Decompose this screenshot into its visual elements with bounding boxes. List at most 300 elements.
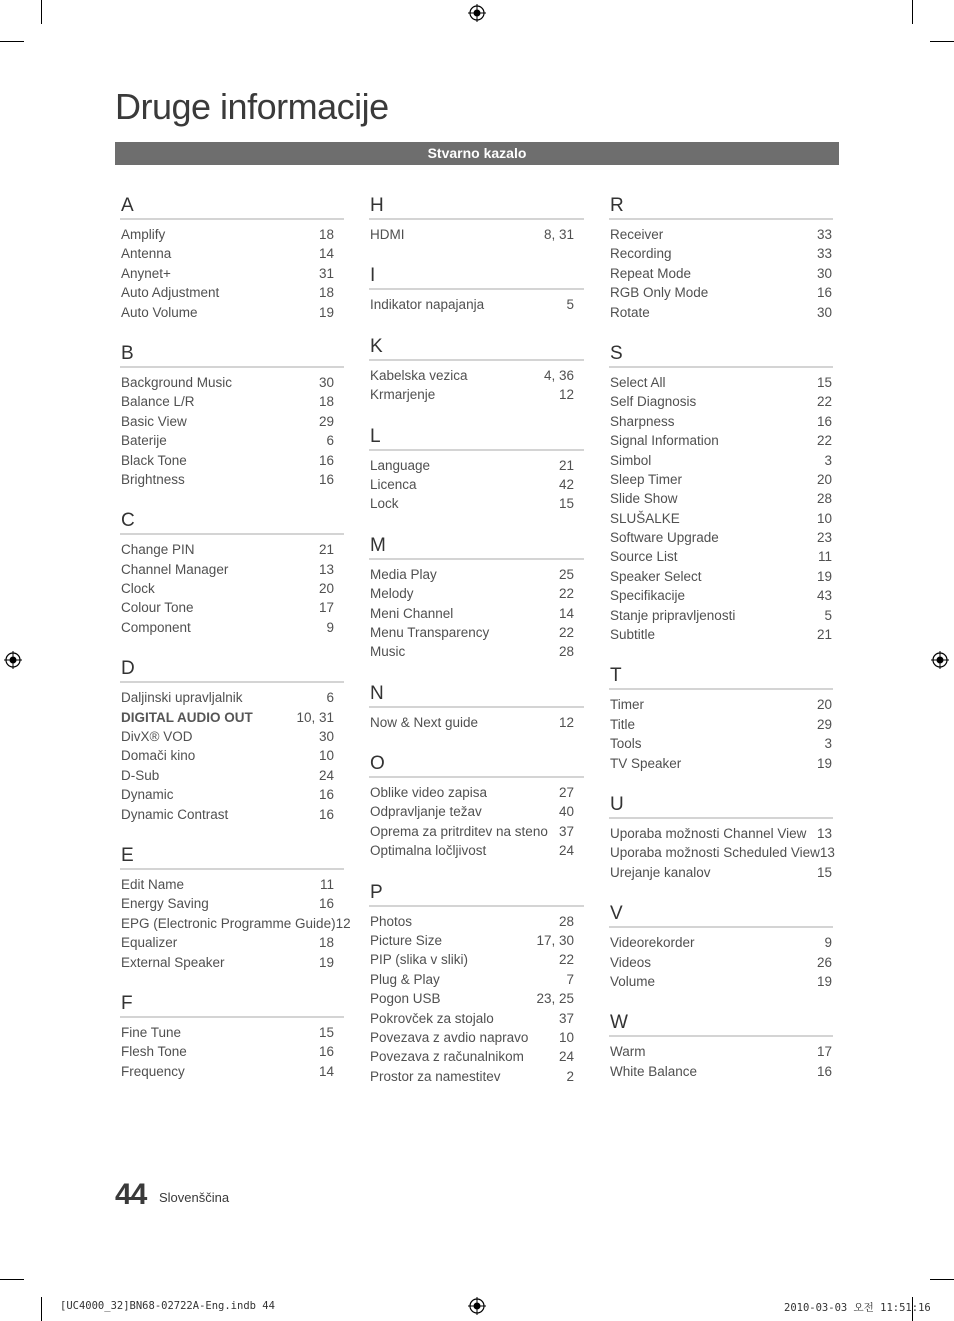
index-entry	[370, 604, 584, 623]
index-entry-page: 6	[326, 433, 334, 449]
index-entry-list	[120, 535, 344, 637]
index-entry-page: 19	[816, 568, 832, 584]
index-entry-page: 10	[318, 748, 334, 764]
index-entry	[370, 1009, 584, 1028]
index-entry	[121, 264, 344, 283]
registration-mark-icon	[468, 4, 486, 22]
index-entry	[610, 392, 833, 411]
index-entry	[610, 972, 833, 991]
index-entry-name: Edit Name	[121, 876, 185, 892]
index-entry-name: Baterije	[121, 433, 167, 449]
index-entry-page: 12	[558, 714, 574, 730]
index-entry-name: DIGITAL AUDIO OUT	[121, 709, 253, 725]
index-group-s	[609, 342, 833, 644]
index-entry-list	[609, 928, 833, 991]
index-entry-name: TV Speaker	[610, 755, 682, 771]
index-entry	[370, 989, 584, 1008]
index-group-a	[120, 194, 344, 322]
index-group-i	[369, 264, 584, 314]
index-entry-page: 3	[824, 736, 832, 752]
index-entry	[610, 303, 833, 322]
index-entry-name: Component	[121, 619, 191, 635]
index-group-k	[369, 335, 584, 405]
index-entry-page: 18	[318, 935, 334, 951]
registration-mark-icon	[468, 1297, 486, 1315]
index-entry-page: 25	[558, 566, 574, 582]
index-entry-name: SLUŠALKE	[610, 510, 680, 526]
index-entry-list	[369, 290, 584, 314]
index-entry-list	[609, 220, 833, 322]
index-entry-name: Subtitle	[610, 627, 656, 643]
index-entry-page: 12	[558, 387, 574, 403]
index-entry-name: Select All	[610, 374, 666, 390]
index-entry-name: Simbol	[610, 452, 652, 468]
index-column-3	[609, 194, 833, 1101]
index-group-u	[609, 793, 833, 882]
crop-mark	[930, 41, 954, 42]
index-entry-page: 6	[326, 690, 334, 706]
index-entry-name: PIP (slika v sliki)	[370, 952, 469, 968]
index-entry	[121, 953, 344, 972]
index-entry-list	[120, 368, 344, 489]
index-entry-name: Dynamic	[121, 787, 174, 803]
index-entry-name: Photos	[370, 913, 413, 929]
index-letter: A	[120, 194, 344, 220]
index-entry-name: Oblike video zapisa	[370, 785, 488, 801]
index-entry	[121, 1042, 344, 1061]
index-group-v	[609, 902, 833, 991]
index-entry-name: Colour Tone	[121, 600, 194, 616]
index-entry-name: Speaker Select	[610, 568, 702, 584]
index-entry	[370, 565, 584, 584]
index-entry-name: Change PIN	[121, 542, 195, 558]
index-entry-page: 26	[816, 954, 832, 970]
index-letter: V	[609, 902, 833, 928]
index-entry-page: 2	[566, 1068, 574, 1084]
index-entry-page: 17, 30	[536, 933, 574, 949]
index-entry	[370, 225, 584, 244]
index-entry	[610, 1042, 833, 1061]
index-entry	[610, 863, 833, 882]
index-entry	[121, 373, 344, 392]
index-entry-name: Uporaba možnosti Channel View	[610, 825, 807, 841]
index-entry	[121, 914, 351, 933]
index-letter: K	[369, 335, 584, 361]
index-letter: M	[369, 534, 584, 560]
index-entry-page: 16	[318, 452, 334, 468]
index-entry-name: Timer	[610, 697, 644, 713]
index-entry-name: Licenca	[370, 476, 417, 492]
index-entry	[121, 766, 344, 785]
index-entry-page: 10	[558, 1029, 574, 1045]
index-entry	[610, 843, 833, 862]
index-entry-page: 21	[318, 542, 334, 558]
index-entry	[610, 1062, 833, 1081]
index-entry-page: 29	[816, 716, 832, 732]
index-entry	[121, 431, 344, 450]
index-entry-name: Music	[370, 644, 406, 660]
index-entry-name: Anynet+	[121, 265, 171, 281]
index-entry-list	[609, 1037, 833, 1081]
index-entry-page: 20	[816, 471, 832, 487]
index-entry	[121, 560, 344, 579]
index-entry-page: 23	[816, 530, 832, 546]
index-entry-page: 5	[824, 607, 832, 623]
index-entry-name: Fine Tune	[121, 1024, 182, 1040]
index-entry-page: 16	[816, 285, 832, 301]
index-entry	[370, 385, 584, 404]
index-group-b	[120, 342, 344, 489]
index-entry-name: Volume	[610, 973, 656, 989]
index-entry	[370, 950, 584, 969]
index-entry-page: 30	[318, 374, 334, 390]
section-header: Stvarno kazalo	[115, 142, 839, 165]
index-entry-page: 8, 31	[543, 227, 574, 242]
index-entry-page: 42	[558, 476, 574, 492]
index-entry-name: Title	[610, 716, 636, 732]
print-slug-right: 2010-03-03 오전 11:51:16	[784, 1302, 931, 1314]
index-entry	[121, 470, 344, 489]
index-entry-page: 13	[819, 845, 835, 861]
index-entry-page: 22	[816, 394, 832, 410]
index-entry-page: 21	[816, 627, 832, 643]
index-entry	[121, 392, 344, 411]
index-entry-page: 17	[318, 600, 334, 616]
index-entry-name: Specifikacije	[610, 588, 686, 604]
index-entry-page: 30	[816, 304, 832, 320]
index-entry-page: 23, 25	[536, 991, 574, 1007]
index-entry	[121, 303, 344, 322]
index-entry-name: Balance L/R	[121, 394, 195, 410]
index-entry-name: RGB Only Mode	[610, 285, 709, 301]
index-letter: S	[609, 342, 833, 368]
index-entry-list	[369, 560, 584, 662]
index-entry-name: Channel Manager	[121, 561, 229, 577]
index-entry	[121, 933, 344, 952]
index-entry-name: Pokrovček za stojalo	[370, 1010, 494, 1026]
index-entry	[370, 1067, 584, 1086]
index-entry	[121, 805, 344, 824]
index-entry-page: 28	[558, 913, 574, 929]
index-entry-name: Stanje pripravljenosti	[610, 607, 736, 623]
index-entry	[121, 688, 344, 707]
index-entry	[610, 824, 833, 843]
page-number: 44	[115, 1178, 147, 1211]
index-letter: H	[369, 194, 584, 220]
index-entry-name: Optimalna ločljivost	[370, 843, 487, 859]
index-entry-page: 10	[816, 510, 832, 526]
index-entry-page: 10, 31	[296, 709, 334, 725]
index-entry-page: 24	[318, 767, 334, 783]
index-entry-page: 17	[816, 1044, 832, 1060]
index-entry-page: 29	[318, 413, 334, 429]
index-entry-name: Language	[370, 457, 431, 473]
index-entry-page: 22	[558, 624, 574, 640]
index-entry	[610, 754, 833, 773]
index-entry	[121, 451, 344, 470]
index-entry-name: Povezava z avdio napravo	[370, 1029, 529, 1045]
index-entry-name: Warm	[610, 1044, 646, 1060]
index-entry-name: Auto Volume	[121, 304, 198, 320]
index-entry-name: Sharpness	[610, 413, 675, 429]
index-entry-list	[120, 683, 344, 824]
index-entry-list	[120, 1018, 344, 1081]
index-entry	[370, 1028, 584, 1047]
index-entry-page: 37	[558, 1010, 574, 1026]
index-entry	[610, 734, 833, 753]
index-entry-name: Flesh Tone	[121, 1044, 187, 1060]
index-entry-page: 37	[558, 823, 574, 839]
index-entry	[610, 283, 833, 302]
index-entry-name: Media Play	[370, 566, 437, 582]
index-letter: R	[609, 194, 833, 220]
index-entry-name: EPG (Electronic Programme Guide)	[121, 915, 336, 931]
index-entry-name: Menu Transparency	[370, 624, 490, 640]
index-entry-page: 12	[335, 915, 351, 931]
crop-mark	[930, 1279, 954, 1280]
index-entry	[370, 931, 584, 950]
index-letter: L	[369, 425, 584, 451]
index-group-e	[120, 844, 351, 972]
index-entry-list	[369, 220, 584, 244]
index-group-w	[609, 1011, 833, 1081]
index-entry	[370, 802, 584, 821]
index-entry-page: 4, 36	[543, 367, 574, 383]
index-group-f	[120, 992, 344, 1081]
index-entry	[370, 295, 584, 314]
index-letter: E	[120, 844, 344, 870]
index-entry-page: 43	[816, 588, 832, 604]
index-entry	[121, 244, 344, 263]
index-entry-page: 24	[558, 843, 574, 859]
index-entry-name: Melody	[370, 586, 414, 602]
index-entry	[610, 953, 833, 972]
index-entry	[370, 1047, 584, 1066]
index-entry-page: 18	[318, 227, 334, 242]
index-entry	[610, 586, 833, 605]
index-entry-page: 16	[816, 413, 832, 429]
index-group-t	[609, 664, 833, 773]
index-entry-list	[609, 690, 833, 773]
index-entry-page: 20	[318, 581, 334, 597]
index-entry-list	[369, 907, 584, 1087]
index-entry	[370, 475, 584, 494]
index-entry-name: Clock	[121, 581, 155, 597]
index-entry-name: Source List	[610, 549, 678, 565]
index-entry-page: 11	[319, 876, 334, 892]
index-entry	[121, 579, 344, 598]
index-entry-page: 16	[318, 896, 334, 912]
index-entry-page: 14	[318, 1063, 334, 1079]
index-entry-list	[369, 361, 584, 405]
index-entry-page: 28	[816, 491, 832, 507]
index-letter: P	[369, 881, 584, 907]
index-entry-page: 21	[558, 457, 574, 473]
index-entry-page: 27	[558, 785, 574, 801]
index-entry-name: Signal Information	[610, 433, 719, 449]
index-entry-page: 22	[558, 586, 574, 602]
index-entry	[121, 727, 344, 746]
index-group-d	[120, 657, 344, 824]
index-entry	[610, 567, 833, 586]
index-entry	[610, 451, 833, 470]
index-entry-page: 7	[566, 971, 574, 987]
index-entry	[370, 642, 584, 661]
index-entry-name: External Speaker	[121, 954, 225, 970]
index-entry	[610, 244, 833, 263]
index-entry-page: 31	[318, 265, 334, 281]
index-entry	[121, 618, 344, 637]
index-entry-name: D-Sub	[121, 767, 160, 783]
index-entry-name: Tools	[610, 736, 642, 752]
index-entry	[370, 970, 584, 989]
index-entry	[121, 785, 344, 804]
index-entry-name: Meni Channel	[370, 605, 454, 621]
index-entry-page: 19	[318, 304, 334, 320]
index-entry-name: Slide Show	[610, 491, 678, 507]
index-entry-page: 18	[318, 394, 334, 410]
index-entry-page: 14	[318, 246, 334, 262]
index-entry-page: 19	[816, 973, 832, 989]
index-entry-name: HDMI	[370, 227, 405, 242]
index-entry	[121, 1062, 344, 1081]
index-entry	[121, 225, 344, 244]
index-entry	[121, 708, 344, 727]
index-entry	[370, 366, 584, 385]
index-entry	[610, 264, 833, 283]
index-entry-page: 16	[318, 1044, 334, 1060]
index-entry-name: Software Upgrade	[610, 530, 719, 546]
index-entry-name: DivX® VOD	[121, 729, 193, 745]
index-entry-name: Plug & Play	[370, 971, 440, 987]
index-entry-page: 18	[318, 285, 334, 301]
index-entry-name: Uporaba možnosti Scheduled View	[610, 845, 820, 861]
index-entry-page: 5	[566, 297, 574, 313]
index-entry-page: 40	[558, 804, 574, 820]
index-entry-name: Pogon USB	[370, 991, 441, 1007]
index-entry-name: Krmarjenje	[370, 387, 436, 403]
index-letter: D	[120, 657, 344, 683]
index-entry-name: Povezava z računalnikom	[370, 1049, 524, 1065]
index-entry-name: Frequency	[121, 1063, 185, 1079]
index-entry	[610, 373, 833, 392]
index-entry	[370, 713, 584, 732]
index-entry	[121, 283, 344, 302]
index-entry-list	[369, 778, 584, 861]
index-entry-name: Oprema za pritrditev na steno	[370, 823, 548, 839]
index-entry-name: Antenna	[121, 246, 172, 262]
index-entry-name: Background Music	[121, 374, 233, 390]
index-entry	[610, 528, 833, 547]
crop-mark	[41, 1297, 42, 1321]
index-entry-page: 20	[816, 697, 832, 713]
index-entry-page: 15	[558, 496, 574, 512]
index-entry-name: Auto Adjustment	[121, 285, 220, 301]
index-entry	[121, 746, 344, 765]
index-letter: T	[609, 664, 833, 690]
crop-mark	[912, 0, 913, 24]
index-entry-name: Black Tone	[121, 452, 187, 468]
index-entry	[370, 494, 584, 513]
index-letter: O	[369, 752, 584, 778]
index-entry	[610, 606, 833, 625]
index-entry-name: Energy Saving	[121, 896, 209, 912]
index-entry	[610, 625, 833, 644]
index-entry	[370, 783, 584, 802]
index-entry-name: Self Diagnosis	[610, 394, 697, 410]
index-entry-page: 33	[816, 246, 832, 262]
index-entry-page: 14	[558, 605, 574, 621]
index-entry-page: 9	[326, 619, 334, 635]
index-entry-page: 9	[824, 935, 832, 951]
index-entry	[370, 912, 584, 931]
index-entry-page: 11	[817, 549, 832, 565]
index-letter: N	[369, 682, 584, 708]
index-entry-page: 15	[318, 1024, 334, 1040]
index-entry-name: Dynamic Contrast	[121, 806, 229, 822]
index-entry-name: Videos	[610, 954, 652, 970]
index-letter: B	[120, 342, 344, 368]
index-entry-name: Picture Size	[370, 933, 443, 949]
index-entry-page: 33	[816, 227, 832, 242]
index-entry-name: Prostor za namestitev	[370, 1068, 501, 1084]
index-entry-list	[369, 708, 584, 732]
index-entry	[121, 412, 344, 431]
index-entry	[610, 470, 833, 489]
index-entry-page: 15	[816, 374, 832, 390]
index-entry	[121, 894, 344, 913]
registration-mark-icon	[931, 651, 949, 669]
index-entry-page: 22	[816, 433, 832, 449]
index-entry-list	[609, 819, 833, 882]
index-entry-page: 19	[318, 954, 334, 970]
index-entry	[121, 875, 344, 894]
index-entry	[610, 509, 833, 528]
index-entry	[610, 489, 833, 508]
index-entry-name: Domači kino	[121, 748, 196, 764]
index-entry	[610, 225, 833, 244]
index-entry-name: Sleep Timer	[610, 471, 683, 487]
index-group-o	[369, 752, 584, 861]
index-entry	[610, 715, 833, 734]
index-entry	[121, 598, 344, 617]
index-entry-name: Indikator napajanja	[370, 297, 485, 313]
index-entry	[610, 933, 833, 952]
index-entry	[370, 822, 584, 841]
index-letter: W	[609, 1011, 833, 1037]
index-entry-page: 3	[824, 452, 832, 468]
index-group-c	[120, 509, 344, 637]
index-entry-page: 15	[816, 864, 832, 880]
index-entry-page: 28	[558, 644, 574, 660]
index-entry-list	[609, 368, 833, 644]
index-entry-name: White Balance	[610, 1063, 698, 1079]
index-entry	[370, 584, 584, 603]
index-letter: U	[609, 793, 833, 819]
index-entry-name: Receiver	[610, 227, 664, 242]
index-entry-name: Now & Next guide	[370, 714, 479, 730]
crop-mark	[41, 0, 42, 24]
index-entry	[610, 412, 833, 431]
index-column-1	[120, 194, 351, 1101]
index-entry-name: Lock	[370, 496, 399, 512]
index-group-h	[369, 194, 584, 244]
index-entry-name: Kabelska vezica	[370, 367, 468, 383]
index-entry-page: 30	[816, 265, 832, 281]
index-entry-page: 16	[816, 1063, 832, 1079]
index-entry	[121, 540, 344, 559]
index-entry-page: 16	[318, 787, 334, 803]
